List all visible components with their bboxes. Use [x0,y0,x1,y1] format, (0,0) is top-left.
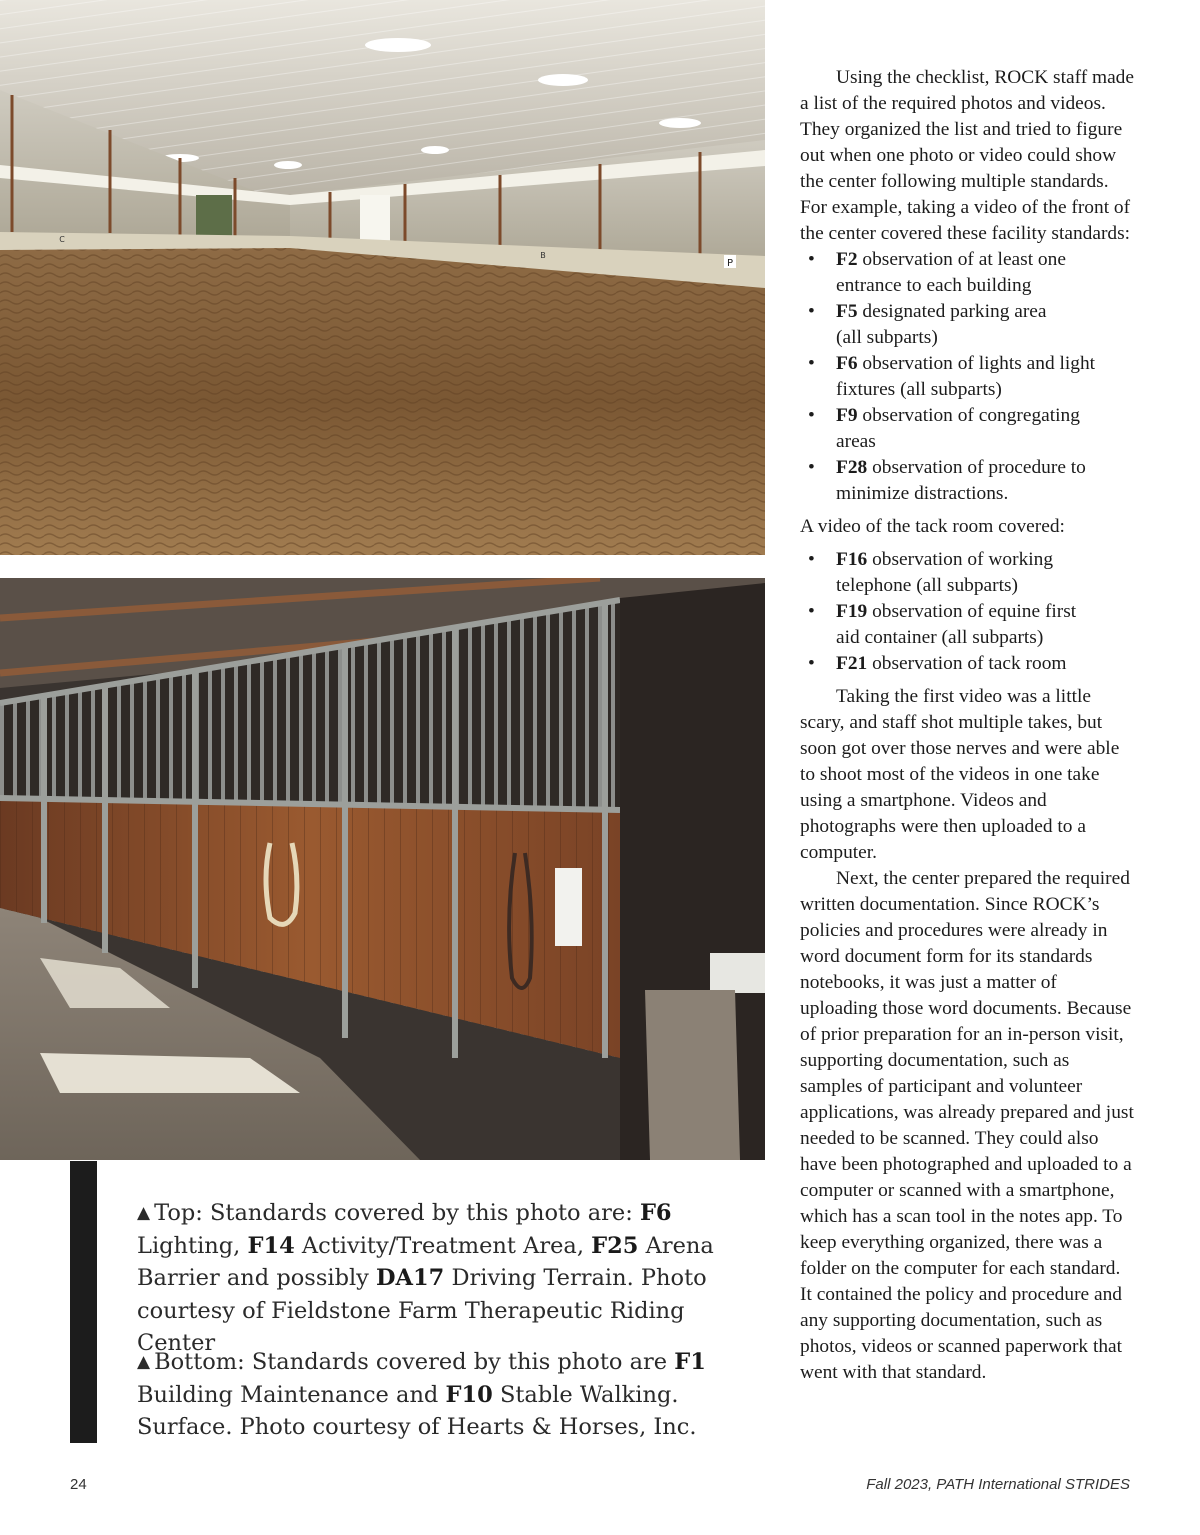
standard-code: F10 [445,1381,493,1408]
list-item [800,651,1135,677]
list-item-text: observation of tack room [867,653,1067,674]
standard-code: F9 [836,405,858,426]
list-item [800,403,1135,455]
list-item-text: observation of working [867,549,1054,570]
list-item-text: minimize distractions. [836,483,1009,504]
publication-footer: Fall 2023, PATH International STRIDES [866,1476,1130,1493]
article-paragraph-3: Taking the first video was a little scary, and staff shot multiple takes, but soon got over those nerves and were able to shoot most of the videos in one take using a smartphone. Videos and photographs were then uploaded to a computer. [800,686,1120,863]
article-column [800,65,1135,1386]
article-paragraph-4: Next, the center prepared the required written documentation. Since ROCK’s policies and procedures were already in word document form for its standards notebooks, it was just a matter of uploading those word documents. Because of prior preparation for an in-person visit, supporting documentation, such as samples of participant and volunteer applications, was already prepared and just needed to be scanned. They could also have been photographed and uploaded to a computer or scanned with a smartphone, which has a scan tool in the notes app. To keep everything organized, there was a folder on the computer for each standard. It contained the policy and procedure and any supporting documentation, such as photos, videos or scanned paperwork that went with that standard. [800,868,1134,1383]
stable-photo [0,578,765,1160]
standard-code: F25 [591,1232,639,1259]
arena-letter-p: P [726,258,734,269]
page-number: 24 [70,1476,87,1493]
list-item-text: designated parking area [857,301,1047,322]
list-item [800,351,1135,403]
caption-text: Arena Barrier and possibly [137,1232,714,1291]
bullet-icon: • [808,249,815,270]
standard-code: F6 [639,1200,672,1226]
list-item-text: telephone (all subparts) [836,575,1018,596]
bullet-icon: • [808,301,815,322]
standard-code: F1 [674,1349,706,1375]
list-item-text: observation of at least one [857,249,1066,270]
caption-text: Lighting, [137,1232,248,1259]
tack-room-standards-list [800,547,1135,677]
bullet-icon: • [808,405,815,426]
list-item-text: aid container (all subparts) [836,627,1044,648]
standard-code: F2 [836,249,858,270]
list-item-text: fixtures (all subparts) [836,379,1002,400]
caption-text: Driving Terrain. Photo courtesy of Fieldstone Farm Therapeutic Riding Center [137,1265,707,1356]
list-item [800,299,1135,351]
caption-text: Bottom: Standards covered by this photo are [154,1349,675,1375]
caption-text: Top: Standards covered by this photo are: [154,1200,640,1226]
standard-code: F21 [836,653,868,674]
standard-code: F16 [836,549,868,570]
caption-accent-bar [70,1161,97,1443]
bullet-icon: • [808,457,815,478]
caption-top [137,1197,762,1360]
caption-text: Building Maintenance and [137,1381,446,1408]
list-item-text: areas [836,431,876,452]
caption-text: Activity/Treatment Area, [294,1232,592,1259]
article-paragraph-1: Using the checklist, ROCK staff made a list of the required photos and videos. They organized the list and tried to figure out when one photo or video could show the center following multiple standards. For example, taking a video of the front of the center covered these facility standards: [800,67,1134,244]
standard-code: F14 [247,1232,295,1259]
bullet-icon: • [808,549,815,570]
list-item [800,247,1135,299]
list-item-text: observation of equine first [867,601,1077,622]
standard-code: DA17 [376,1265,445,1291]
standard-code: F19 [836,601,868,622]
stable-photo-illustration [0,578,765,1160]
list-item-text: (all subparts) [836,327,938,348]
list-item [800,599,1135,651]
list-item-text: entrance to each building [836,275,1032,296]
arena-photo-illustration [0,0,765,555]
arena-letter-c: C [59,235,65,244]
list-item-text: observation of procedure to [867,457,1086,478]
list-item-text: observation of lights and light [857,353,1096,374]
standard-code: F6 [836,353,858,374]
article-paragraph-2: A video of the tack room covered: [800,516,1065,537]
bullet-icon: • [808,353,815,374]
list-item [800,547,1135,599]
bullet-icon: • [808,601,815,622]
facility-standards-list [800,247,1135,507]
arena-letter-b: B [540,251,546,260]
list-item-text: observation of congregating [857,405,1080,426]
list-item [800,455,1135,507]
triangle-marker-icon: ▲ [137,1352,151,1372]
caption-text: Stable Walking. Surface. Photo courtesy of Hearts & Horses, Inc. [137,1381,697,1440]
standard-code: F5 [836,301,858,322]
standard-code: F28 [836,457,868,478]
arena-photo [0,0,765,555]
caption-bottom [137,1346,762,1444]
bullet-icon: • [808,653,815,674]
triangle-marker-icon: ▲ [137,1203,151,1223]
